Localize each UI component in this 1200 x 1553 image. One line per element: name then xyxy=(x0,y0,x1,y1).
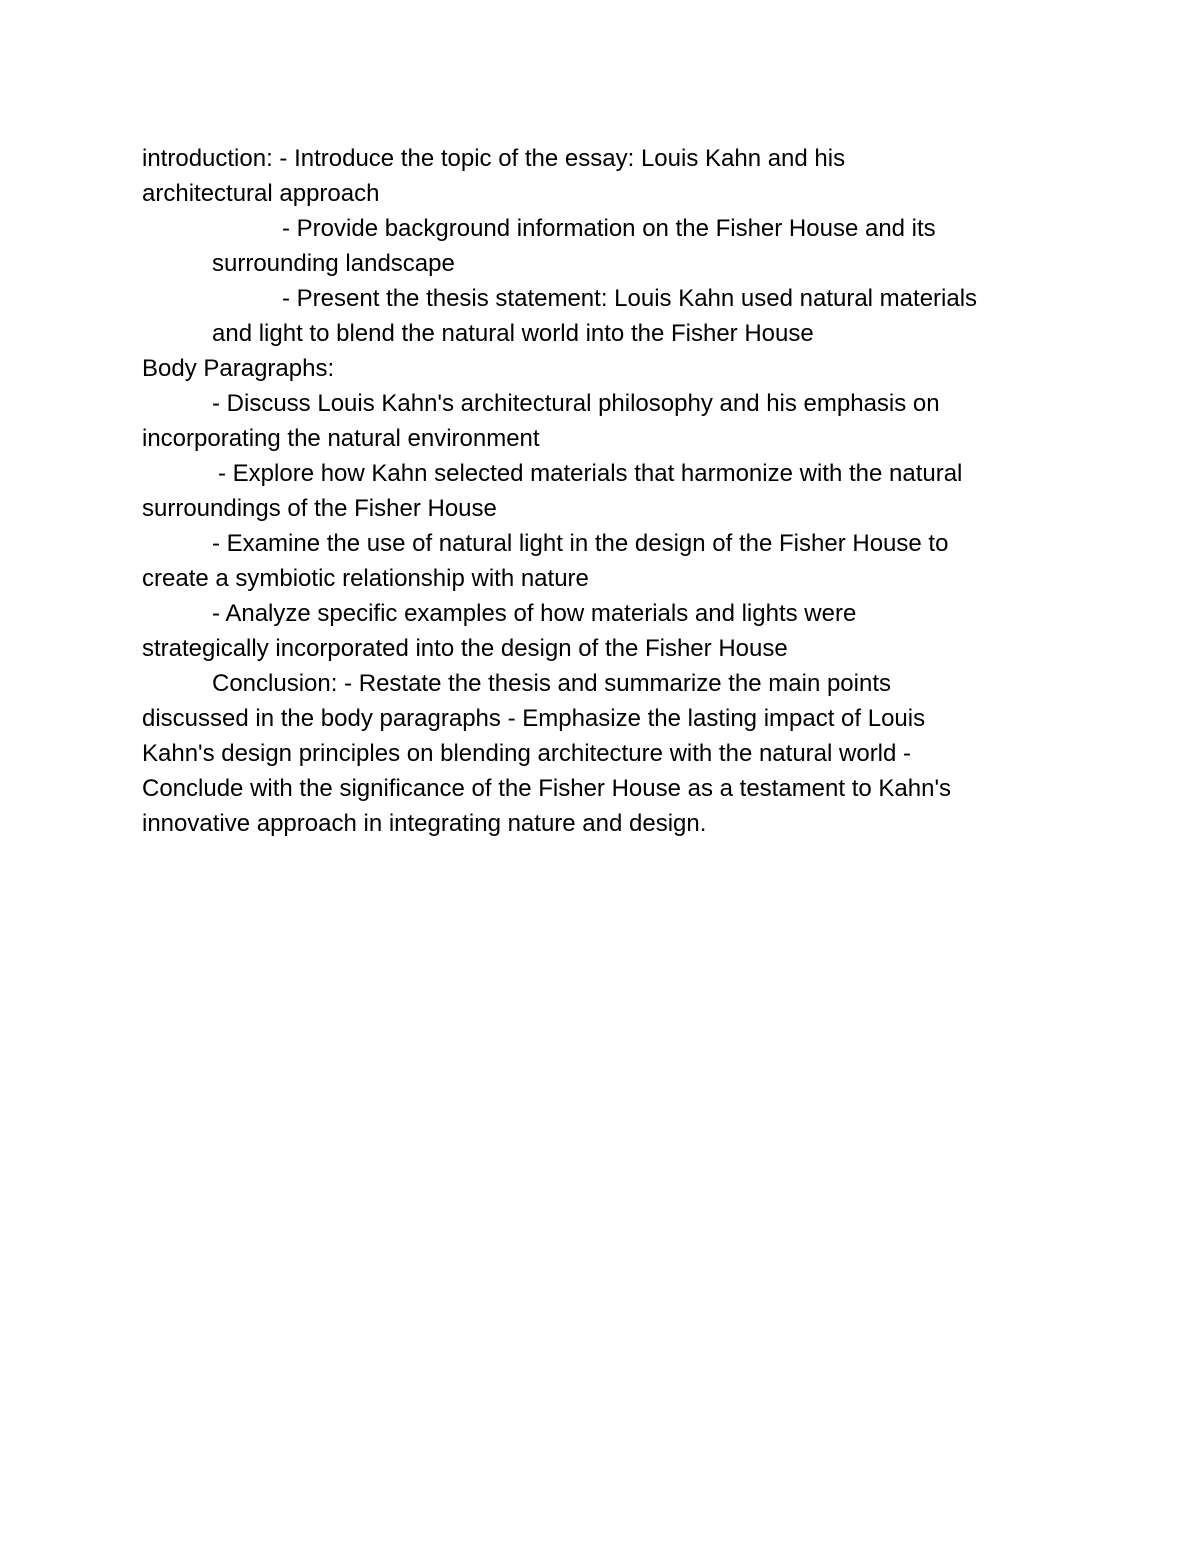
conclusion-line-3: Kahn's design principles on blending architecture with the natural world - xyxy=(142,740,912,767)
intro-background-line-2: surrounding landscape xyxy=(212,250,455,277)
conclusion-line-2: discussed in the body paragraphs - Emphasize the lasting impact of Louis xyxy=(142,705,926,732)
intro-thesis-line-2: and light to blend the natural world into the Fisher House xyxy=(212,320,814,347)
body-philosophy-line-2: incorporating the natural environment xyxy=(142,425,540,452)
document-body xyxy=(142,141,1062,841)
body-philosophy-line-1: - Discuss Louis Kahn's architectural philosophy and his emphasis on xyxy=(212,390,940,417)
body-materials-line-1: - Explore how Kahn selected materials that harmonize with the natural xyxy=(218,460,963,487)
intro-background-line-1: - Provide background information on the Fisher House and its xyxy=(282,215,936,242)
body-examples-line-2: strategically incorporated into the design of the Fisher House xyxy=(142,635,788,662)
conclusion-line-4: Conclude with the significance of the Fisher House as a testament to Kahn's xyxy=(142,775,952,802)
intro-line-1: introduction: - Introduce the topic of the essay: Louis Kahn and his xyxy=(142,145,846,172)
conclusion-line-1: Conclusion: - Restate the thesis and summarize the main points xyxy=(212,670,891,697)
body-light-line-2: create a symbiotic relationship with nature xyxy=(142,565,589,592)
intro-line-2: architectural approach xyxy=(142,180,380,207)
conclusion-line-5: innovative approach in integrating nature and design. xyxy=(142,810,707,837)
body-paragraphs-heading: Body Paragraphs: xyxy=(142,355,335,382)
body-materials-line-2: surroundings of the Fisher House xyxy=(142,495,497,522)
intro-thesis-line-1: - Present the thesis statement: Louis Kahn used natural materials xyxy=(282,285,978,312)
body-examples-line-1: - Analyze specific examples of how materials and lights were xyxy=(212,600,857,627)
body-light-line-1: - Examine the use of natural light in the design of the Fisher House to xyxy=(212,530,949,557)
